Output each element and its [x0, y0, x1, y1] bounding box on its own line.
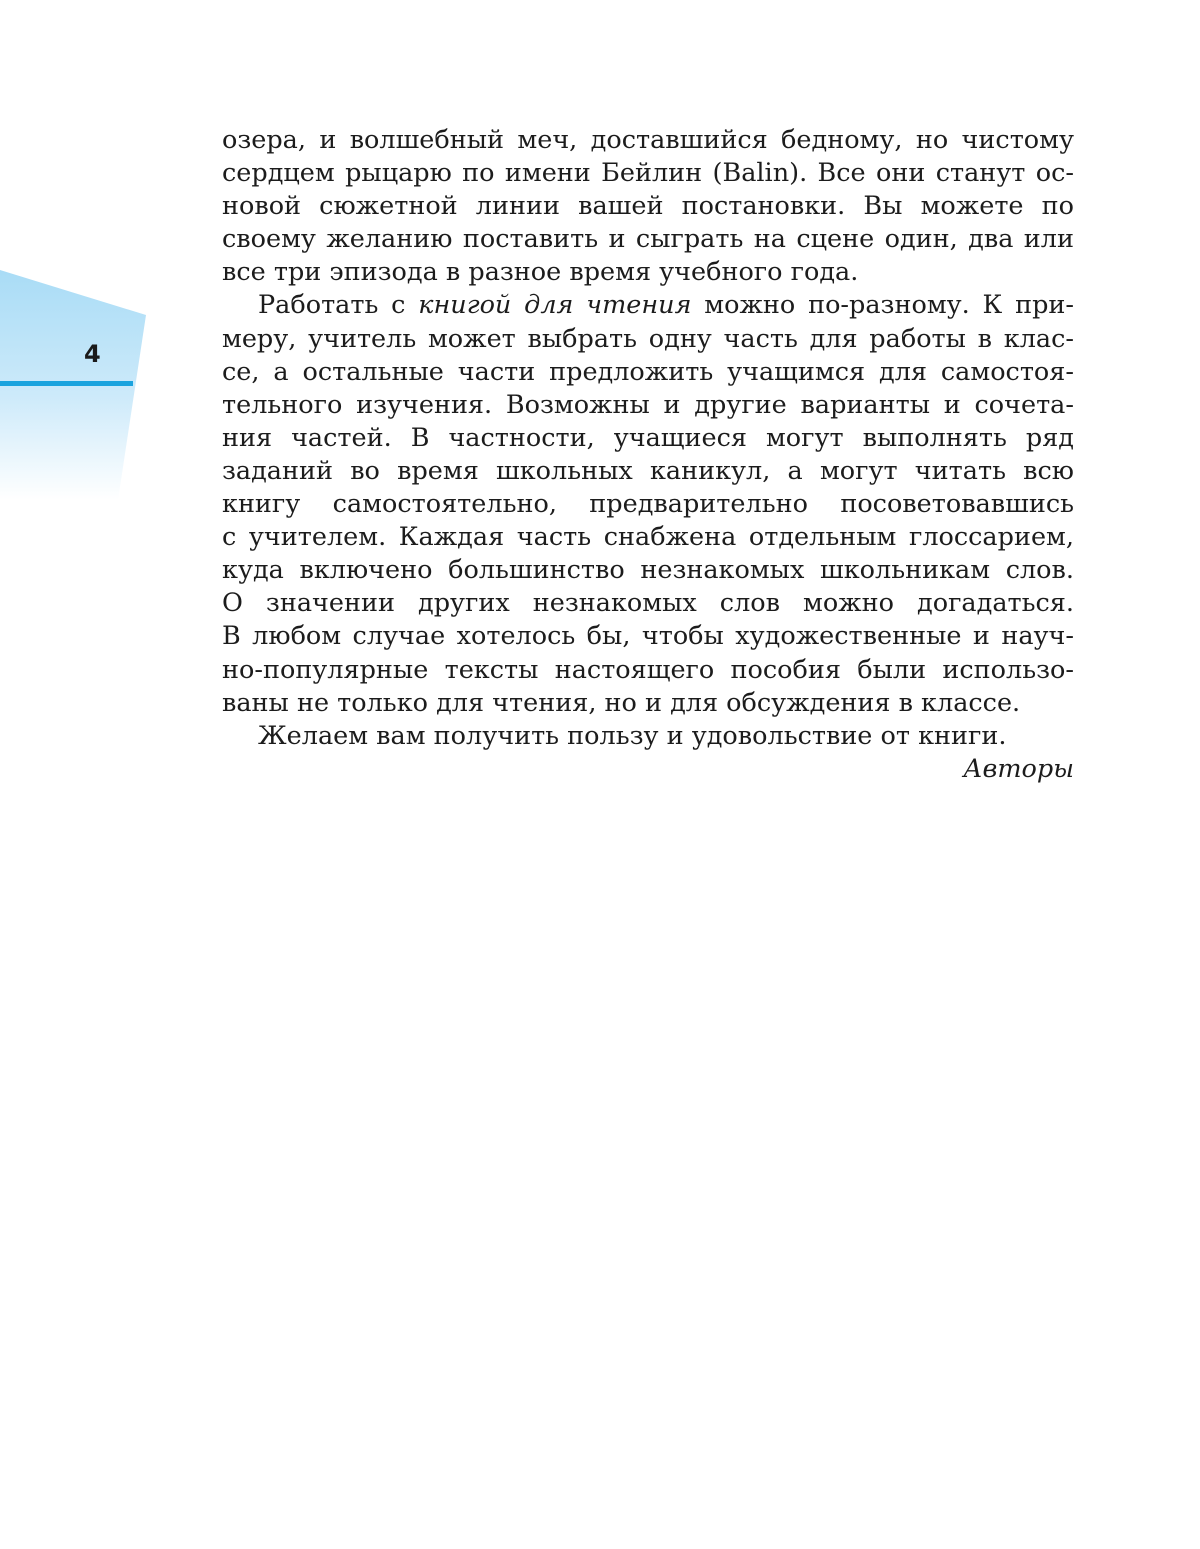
- text-line: все три эпизода в разное время учебного года.: [222, 257, 859, 288]
- page-number: 4: [84, 340, 101, 368]
- text-line: заданий во время школьных каникул, а могут читать всю: [222, 455, 1074, 486]
- paragraph-3: [222, 720, 1074, 753]
- text-line: О значении других незнакомых слов можно догадаться.: [222, 588, 1074, 619]
- text-line: ваны не только для чтения, но и для обсуждения в классе.: [222, 687, 1021, 718]
- body-text: [222, 124, 1074, 786]
- text-fragment: Работать с: [258, 290, 419, 321]
- text-line: своему желанию поставить и сыграть на сцене один, два или: [222, 224, 1074, 255]
- text-line: ния частей. В частности, учащиеся могут выполнять ряд: [222, 422, 1074, 453]
- page-number-rule: [0, 381, 133, 386]
- text-line: но-популярные тексты настоящего пособия были использо-: [222, 654, 1074, 685]
- paragraph-1: [222, 124, 1074, 289]
- text-fragment: можно по-разному. К при-: [691, 290, 1075, 321]
- signature: Авторы: [963, 753, 1074, 784]
- text-line: В любом случае хотелось бы, чтобы художественные и науч-: [222, 621, 1074, 652]
- text-line: озера, и волшебный меч, доставшийся бедному, но чистому: [222, 125, 1074, 155]
- text-line: тельного изучения. Возможны и другие варианты и сочета-: [222, 389, 1074, 420]
- book-title-emphasis: книгой для чтения: [418, 290, 692, 321]
- text-line: [222, 289, 1074, 322]
- text-line: Желаем вам получить пользу и удовольствие от книги.: [258, 720, 1007, 751]
- text-line: новой сюжетной линии вашей постановки. Вы можете по: [222, 191, 1074, 222]
- text-line: меру, учитель может выбрать одну часть для работы в клас-: [222, 323, 1074, 354]
- text-line: с учителем. Каждая часть снабжена отдельным глоссарием,: [222, 522, 1074, 553]
- paragraph-2: [222, 289, 1074, 719]
- text-line: куда включено большинство незнакомых школьникам слов.: [222, 555, 1074, 586]
- text-line: сердцем рыцарю по имени Бейлин (Balin). Все они станут ос-: [222, 158, 1074, 189]
- text-line: се, а остальные части предложить учащимся для самостоя-: [222, 356, 1074, 387]
- text-line: книгу самостоятельно, предварительно посоветовавшись: [222, 489, 1074, 520]
